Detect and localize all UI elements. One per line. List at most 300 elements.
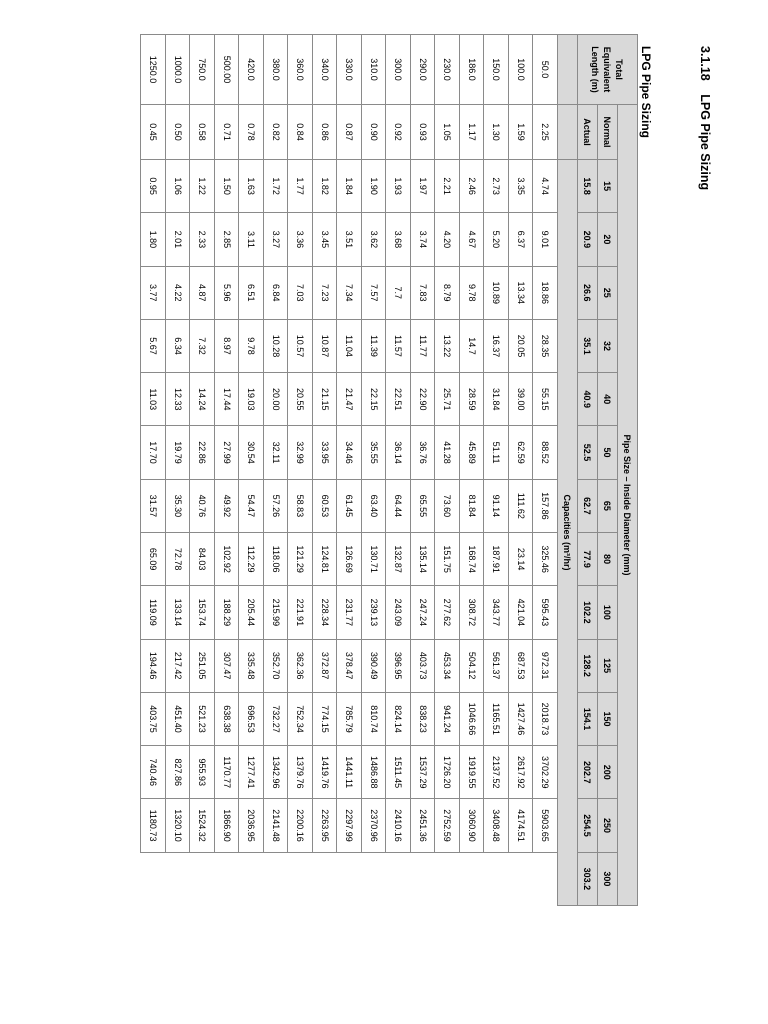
- reference-capacity-cell: 0.50: [166, 105, 191, 160]
- capacity-cell: 1486.88: [362, 746, 387, 799]
- capacity-cell: 0.95: [141, 160, 166, 213]
- actual-size-header: 35.1: [578, 319, 598, 372]
- capacity-cell: 5.67: [141, 319, 166, 372]
- nominal-size-header: 15: [598, 160, 618, 213]
- capacity-cell: 362.36: [288, 639, 313, 692]
- capacity-cell: 1.97: [411, 160, 436, 213]
- capacity-cell: 2.73: [484, 160, 509, 213]
- capacity-cell: 453.34: [435, 639, 460, 692]
- length-cell: 150.0: [484, 35, 509, 105]
- capacity-cell: 3.35: [509, 160, 534, 213]
- actual-size-header: 40.9: [578, 373, 598, 426]
- capacity-cell: 774.15: [313, 692, 338, 745]
- nominal-size-header: 50: [598, 426, 618, 479]
- capacity-cell: 2617.92: [509, 746, 534, 799]
- table-row: [509, 35, 534, 906]
- capacity-cell: 84.03: [190, 532, 215, 585]
- capacity-cell: 2370.96: [362, 799, 387, 852]
- nominal-size-header: 40: [598, 373, 618, 426]
- capacity-cell: 1537.29: [411, 746, 436, 799]
- capacity-cell: 5903.65: [533, 799, 558, 852]
- reference-capacity-cell: 0.92: [386, 105, 411, 160]
- capacity-cell: 19.03: [239, 373, 264, 426]
- capacity-cell: 7.03: [288, 266, 313, 319]
- capacity-cell: 130.71: [362, 532, 387, 585]
- capacity-cell: 22.90: [411, 373, 436, 426]
- capacity-cell: 1524.32: [190, 799, 215, 852]
- capacity-cell: 2200.16: [288, 799, 313, 852]
- capacity-cell: 153.74: [190, 586, 215, 639]
- capacity-cell: 421.04: [509, 586, 534, 639]
- capacity-cell: 34.46: [337, 426, 362, 479]
- capacity-cell: 838.23: [411, 692, 436, 745]
- capacity-cell: 10.87: [313, 319, 338, 372]
- length-cell: 300.0: [386, 35, 411, 105]
- capacity-cell: 11.03: [141, 373, 166, 426]
- capacity-cell: 2.46: [460, 160, 485, 213]
- capacity-cell: 5.20: [484, 213, 509, 266]
- capacity-cell: 390.49: [362, 639, 387, 692]
- capacity-cell: 22.86: [190, 426, 215, 479]
- capacity-cell: 4.22: [166, 266, 191, 319]
- capacity-cell: 60.53: [313, 479, 338, 532]
- capacity-cell: 20.55: [288, 373, 313, 426]
- capacity-cell: 1277.41: [239, 746, 264, 799]
- reference-capacity-cell: 0.87: [337, 105, 362, 160]
- capacity-cell: 810.74: [362, 692, 387, 745]
- capacity-cell: 32.99: [288, 426, 313, 479]
- capacity-cell: 8.97: [215, 319, 240, 372]
- capacity-cell: 14.7: [460, 319, 485, 372]
- length-header-line-1: Total: [614, 59, 625, 80]
- reference-capacity-cell: 0.71: [215, 105, 240, 160]
- capacity-cell: 595.43: [533, 586, 558, 639]
- capacity-cell: 1379.76: [288, 746, 313, 799]
- capacity-cell: 119.09: [141, 586, 166, 639]
- capacity-cell: 62.59: [509, 426, 534, 479]
- actual-size-header: 26.6: [578, 266, 598, 319]
- length-cell: 1250.0: [141, 35, 166, 105]
- normal-size-label: Normal: [598, 105, 618, 160]
- reference-capacity-cell: 2.25: [533, 105, 558, 160]
- capacity-cell: 81.84: [460, 479, 485, 532]
- length-cell: 360.0: [288, 35, 313, 105]
- capacity-cell: 3.74: [411, 213, 436, 266]
- capacity-cell: 732.27: [264, 692, 289, 745]
- actual-size-header: 62.7: [578, 479, 598, 532]
- length-header-line-3: Length (m): [590, 46, 601, 93]
- capacity-cell: 2752.59: [435, 799, 460, 852]
- capacity-cell: 73.60: [435, 479, 460, 532]
- capacity-cell: 30.54: [239, 426, 264, 479]
- capacity-cell: 194.46: [141, 639, 166, 692]
- actual-size-header: 15.8: [578, 160, 598, 213]
- length-cell: 500.00: [215, 35, 240, 105]
- table-row: [484, 35, 509, 906]
- length-header-line-2: Equivalent: [602, 46, 613, 93]
- capacity-cell: 157.86: [533, 479, 558, 532]
- capacity-cell: 3.45: [313, 213, 338, 266]
- capacity-cell: 6.37: [509, 213, 534, 266]
- capacity-cell: 4.87: [190, 266, 215, 319]
- actual-size-header: 202.7: [578, 746, 598, 799]
- capacity-cell: 696.53: [239, 692, 264, 745]
- reference-capacity-cell: 0.86: [313, 105, 338, 160]
- capacity-cell: 35.55: [362, 426, 387, 479]
- reference-capacity-cell: 1.30: [484, 105, 509, 160]
- reference-capacity-cell: 1.17: [460, 105, 485, 160]
- capacity-cell: 3.11: [239, 213, 264, 266]
- capacity-cell: 61.45: [337, 479, 362, 532]
- capacity-cell: 16.37: [484, 319, 509, 372]
- table-row: [190, 35, 215, 906]
- capacity-cell: 6.51: [239, 266, 264, 319]
- capacity-cell: 1441.11: [337, 746, 362, 799]
- capacity-cell: 3.27: [264, 213, 289, 266]
- capacity-cell: 251.05: [190, 639, 215, 692]
- capacity-cell: 335.48: [239, 639, 264, 692]
- capacity-cell: 17.70: [141, 426, 166, 479]
- capacity-cell: 372.87: [313, 639, 338, 692]
- capacity-cell: 396.95: [386, 639, 411, 692]
- capacity-cell: 308.72: [460, 586, 485, 639]
- capacity-cell: 9.01: [533, 213, 558, 266]
- capacity-cell: 3.51: [337, 213, 362, 266]
- capacity-cell: 277.62: [435, 586, 460, 639]
- capacity-cell: 12.33: [166, 373, 191, 426]
- length-header: [578, 35, 638, 105]
- capacity-cell: 64.44: [386, 479, 411, 532]
- capacity-cell: 3.68: [386, 213, 411, 266]
- capacity-cell: 111.62: [509, 479, 534, 532]
- reference-capacity-cell: 0.45: [141, 105, 166, 160]
- table-title: LPG Pipe Sizing: [639, 46, 653, 139]
- capacity-cell: 4.67: [460, 213, 485, 266]
- capacity-cell: 33.95: [313, 426, 338, 479]
- reference-capacity-cell: 0.58: [190, 105, 215, 160]
- capacity-cell: 1.63: [239, 160, 264, 213]
- nominal-size-header: 80: [598, 532, 618, 585]
- capacity-cell: 7.7: [386, 266, 411, 319]
- actual-size-header: 20.9: [578, 213, 598, 266]
- capacity-cell: 231.77: [337, 586, 362, 639]
- capacity-cell: 40.76: [190, 479, 215, 532]
- capacity-cell: 307.47: [215, 639, 240, 692]
- capacity-cell: 91.14: [484, 479, 509, 532]
- capacity-cell: 1726.20: [435, 746, 460, 799]
- capacity-cell: 2297.99: [337, 799, 362, 852]
- length-cell: 100.0: [509, 35, 534, 105]
- capacity-cell: 1.84: [337, 160, 362, 213]
- table-row: [460, 35, 485, 906]
- table-row: [239, 35, 264, 906]
- capacity-cell: 1.50: [215, 160, 240, 213]
- nominal-size-header: 32: [598, 319, 618, 372]
- capacity-cell: 20.00: [264, 373, 289, 426]
- table-row: [411, 35, 436, 906]
- actual-size-header: 303.2: [578, 852, 598, 905]
- length-cell: 1000.0: [166, 35, 191, 105]
- capacity-cell: 3408.48: [484, 799, 509, 852]
- capacity-cell: 36.76: [411, 426, 436, 479]
- capacity-cell: 7.23: [313, 266, 338, 319]
- lpg-pipe-sizing-table: [141, 34, 639, 906]
- length-cell: 750.0: [190, 35, 215, 105]
- actual-size-header: 154.1: [578, 692, 598, 745]
- capacity-cell: 2.01: [166, 213, 191, 266]
- capacity-cell: 11.04: [337, 319, 362, 372]
- capacity-cell: 31.84: [484, 373, 509, 426]
- capacity-cell: 151.75: [435, 532, 460, 585]
- capacity-cell: 521.23: [190, 692, 215, 745]
- capacity-cell: 124.81: [313, 532, 338, 585]
- reference-capacity-cell: 1.05: [435, 105, 460, 160]
- capacity-cell: 217.42: [166, 639, 191, 692]
- length-cell: 340.0: [313, 35, 338, 105]
- capacity-cell: 11.39: [362, 319, 387, 372]
- capacity-cell: 118.06: [264, 532, 289, 585]
- capacity-cell: 27.99: [215, 426, 240, 479]
- capacity-cell: 6.34: [166, 319, 191, 372]
- nominal-size-header: 100: [598, 586, 618, 639]
- capacity-cell: 133.14: [166, 586, 191, 639]
- capacity-cell: 1.22: [190, 160, 215, 213]
- capacity-cell: 13.22: [435, 319, 460, 372]
- capacity-cell: 11.57: [386, 319, 411, 372]
- capacity-cell: 14.24: [190, 373, 215, 426]
- capacity-cell: 19.79: [166, 426, 191, 479]
- table-row: [166, 35, 191, 906]
- capacity-cell: 11.77: [411, 319, 436, 372]
- nominal-size-header: 25: [598, 266, 618, 319]
- length-cell: 310.0: [362, 35, 387, 105]
- capacity-cell: 3.36: [288, 213, 313, 266]
- capacity-cell: 325.46: [533, 532, 558, 585]
- capacities-blank: [558, 105, 578, 160]
- capacity-cell: 65.55: [411, 479, 436, 532]
- capacity-cell: 561.37: [484, 639, 509, 692]
- table-row: [362, 35, 387, 906]
- capacity-cell: 8.79: [435, 266, 460, 319]
- capacity-cell: 45.89: [460, 426, 485, 479]
- capacity-cell: 504.12: [460, 639, 485, 692]
- table-row: [264, 35, 289, 906]
- capacity-cell: 5.96: [215, 266, 240, 319]
- capacity-cell: 247.24: [411, 586, 436, 639]
- nominal-size-header: 125: [598, 639, 618, 692]
- capacity-cell: 36.14: [386, 426, 411, 479]
- length-cell: 330.0: [337, 35, 362, 105]
- capacity-cell: 2451.36: [411, 799, 436, 852]
- capacity-cell: 3.77: [141, 266, 166, 319]
- capacity-cell: 126.69: [337, 532, 362, 585]
- section-title: LPG Pipe Sizing: [698, 94, 712, 191]
- capacity-cell: 1919.55: [460, 746, 485, 799]
- capacity-cell: 17.44: [215, 373, 240, 426]
- capacity-cell: 1.93: [386, 160, 411, 213]
- reference-capacity-cell: 0.82: [264, 105, 289, 160]
- nominal-size-header: 20: [598, 213, 618, 266]
- section-number: 3.1.18: [698, 46, 712, 81]
- capacity-cell: 10.89: [484, 266, 509, 319]
- capacity-cell: 3702.29: [533, 746, 558, 799]
- capacity-cell: 2410.16: [386, 799, 411, 852]
- capacity-cell: 35.30: [166, 479, 191, 532]
- length-cell: 186.0: [460, 35, 485, 105]
- capacity-cell: 21.47: [337, 373, 362, 426]
- length-cell: 380.0: [264, 35, 289, 105]
- capacity-cell: 21.15: [313, 373, 338, 426]
- capacity-cell: 205.44: [239, 586, 264, 639]
- capacity-cell: 187.91: [484, 532, 509, 585]
- capacity-cell: 1170.77: [215, 746, 240, 799]
- table-row: [435, 35, 460, 906]
- capacity-cell: 20.05: [509, 319, 534, 372]
- capacity-cell: 752.34: [288, 692, 313, 745]
- capacity-cell: 1.72: [264, 160, 289, 213]
- capacity-cell: 28.35: [533, 319, 558, 372]
- capacity-cell: 10.28: [264, 319, 289, 372]
- capacity-cell: 65.09: [141, 532, 166, 585]
- actual-size-header: 77.9: [578, 532, 598, 585]
- capacity-cell: 972.31: [533, 639, 558, 692]
- capacity-cell: 228.34: [313, 586, 338, 639]
- capacity-cell: 1.90: [362, 160, 387, 213]
- capacity-cell: 32.11: [264, 426, 289, 479]
- capacity-cell: 824.14: [386, 692, 411, 745]
- capacity-cell: 7.32: [190, 319, 215, 372]
- nominal-size-header: 300: [598, 852, 618, 905]
- capacity-cell: 785.79: [337, 692, 362, 745]
- capacity-cell: 2141.48: [264, 799, 289, 852]
- actual-size-header: 254.5: [578, 799, 598, 852]
- capacity-cell: 1046.66: [460, 692, 485, 745]
- capacity-cell: 2.33: [190, 213, 215, 266]
- capacity-cell: 132.87: [386, 532, 411, 585]
- capacity-cell: 39.00: [509, 373, 534, 426]
- capacity-cell: 121.29: [288, 532, 313, 585]
- table-row: [215, 35, 240, 906]
- capacity-cell: 4.20: [435, 213, 460, 266]
- capacity-cell: 51.11: [484, 426, 509, 479]
- length-cell: 420.0: [239, 35, 264, 105]
- capacity-cell: 1.06: [166, 160, 191, 213]
- length-cell: 50.0: [533, 35, 558, 105]
- capacity-cell: 2.85: [215, 213, 240, 266]
- table-row: [141, 35, 166, 906]
- capacity-cell: 41.28: [435, 426, 460, 479]
- table-row: [386, 35, 411, 906]
- capacity-cell: 135.14: [411, 532, 436, 585]
- capacity-cell: 88.52: [533, 426, 558, 479]
- section-heading: [698, 46, 712, 190]
- actual-size-header: 128.2: [578, 639, 598, 692]
- capacity-cell: 1.80: [141, 213, 166, 266]
- capacity-cell: 22.15: [362, 373, 387, 426]
- reference-capacity-cell: 0.84: [288, 105, 313, 160]
- capacity-cell: 188.29: [215, 586, 240, 639]
- capacity-cell: 112.29: [239, 532, 264, 585]
- reference-capacity-cell: 1.59: [509, 105, 534, 160]
- capacity-cell: 1511.45: [386, 746, 411, 799]
- capacity-cell: 2137.52: [484, 746, 509, 799]
- capacity-cell: 18.86: [533, 266, 558, 319]
- actual-size-header: 52.5: [578, 426, 598, 479]
- table-row: [288, 35, 313, 906]
- reference-capacity-cell: 0.78: [239, 105, 264, 160]
- nominal-size-header: 65: [598, 479, 618, 532]
- capacity-cell: 72.78: [166, 532, 191, 585]
- table-row: [337, 35, 362, 906]
- capacity-cell: 221.91: [288, 586, 313, 639]
- capacity-cell: 378.47: [337, 639, 362, 692]
- capacity-cell: 451.40: [166, 692, 191, 745]
- capacity-cell: 4.74: [533, 160, 558, 213]
- capacity-cell: 1342.96: [264, 746, 289, 799]
- capacity-cell: 25.71: [435, 373, 460, 426]
- capacity-cell: 2018.73: [533, 692, 558, 745]
- capacity-cell: 10.57: [288, 319, 313, 372]
- capacity-cell: 28.59: [460, 373, 485, 426]
- capacity-cell: 1866.90: [215, 799, 240, 852]
- capacity-cell: 740.46: [141, 746, 166, 799]
- capacity-cell: 9.78: [239, 319, 264, 372]
- capacity-cell: 57.26: [264, 479, 289, 532]
- capacity-cell: 3060.90: [460, 799, 485, 852]
- capacity-cell: 243.09: [386, 586, 411, 639]
- capacity-cell: 2.21: [435, 160, 460, 213]
- capacity-cell: 6.84: [264, 266, 289, 319]
- capacity-cell: 55.15: [533, 373, 558, 426]
- capacity-cell: 2036.95: [239, 799, 264, 852]
- capacity-cell: 1.77: [288, 160, 313, 213]
- capacity-cell: 638.38: [215, 692, 240, 745]
- reference-capacity-cell: 0.90: [362, 105, 387, 160]
- capacity-cell: 1165.51: [484, 692, 509, 745]
- capacity-cell: 13.34: [509, 266, 534, 319]
- capacities-blank: [558, 35, 578, 105]
- capacity-cell: 9.78: [460, 266, 485, 319]
- capacity-cell: 102.92: [215, 532, 240, 585]
- capacity-cell: 239.13: [362, 586, 387, 639]
- nominal-size-header: 250: [598, 799, 618, 852]
- capacity-cell: 1.82: [313, 160, 338, 213]
- capacity-cell: 343.77: [484, 586, 509, 639]
- capacity-cell: 403.73: [411, 639, 436, 692]
- capacity-cell: 7.83: [411, 266, 436, 319]
- capacity-cell: 168.74: [460, 532, 485, 585]
- reference-capacity-cell: 0.93: [411, 105, 436, 160]
- capacity-cell: 941.24: [435, 692, 460, 745]
- capacity-cell: 687.53: [509, 639, 534, 692]
- actual-size-label: Actual: [578, 105, 598, 160]
- nominal-size-header: 200: [598, 746, 618, 799]
- capacity-cell: 63.40: [362, 479, 387, 532]
- capacity-cell: 1427.46: [509, 692, 534, 745]
- capacity-cell: 2263.95: [313, 799, 338, 852]
- capacity-cell: 22.51: [386, 373, 411, 426]
- capacity-cell: 49.92: [215, 479, 240, 532]
- capacity-cell: 1419.76: [313, 746, 338, 799]
- capacity-cell: 215.99: [264, 586, 289, 639]
- capacity-cell: 23.14: [509, 532, 534, 585]
- capacity-cell: 827.86: [166, 746, 191, 799]
- actual-size-header: 102.2: [578, 586, 598, 639]
- capacity-cell: 31.57: [141, 479, 166, 532]
- capacities-header: Capacities (m³/hr): [558, 160, 578, 906]
- capacity-cell: 7.57: [362, 266, 387, 319]
- capacity-cell: 3.62: [362, 213, 387, 266]
